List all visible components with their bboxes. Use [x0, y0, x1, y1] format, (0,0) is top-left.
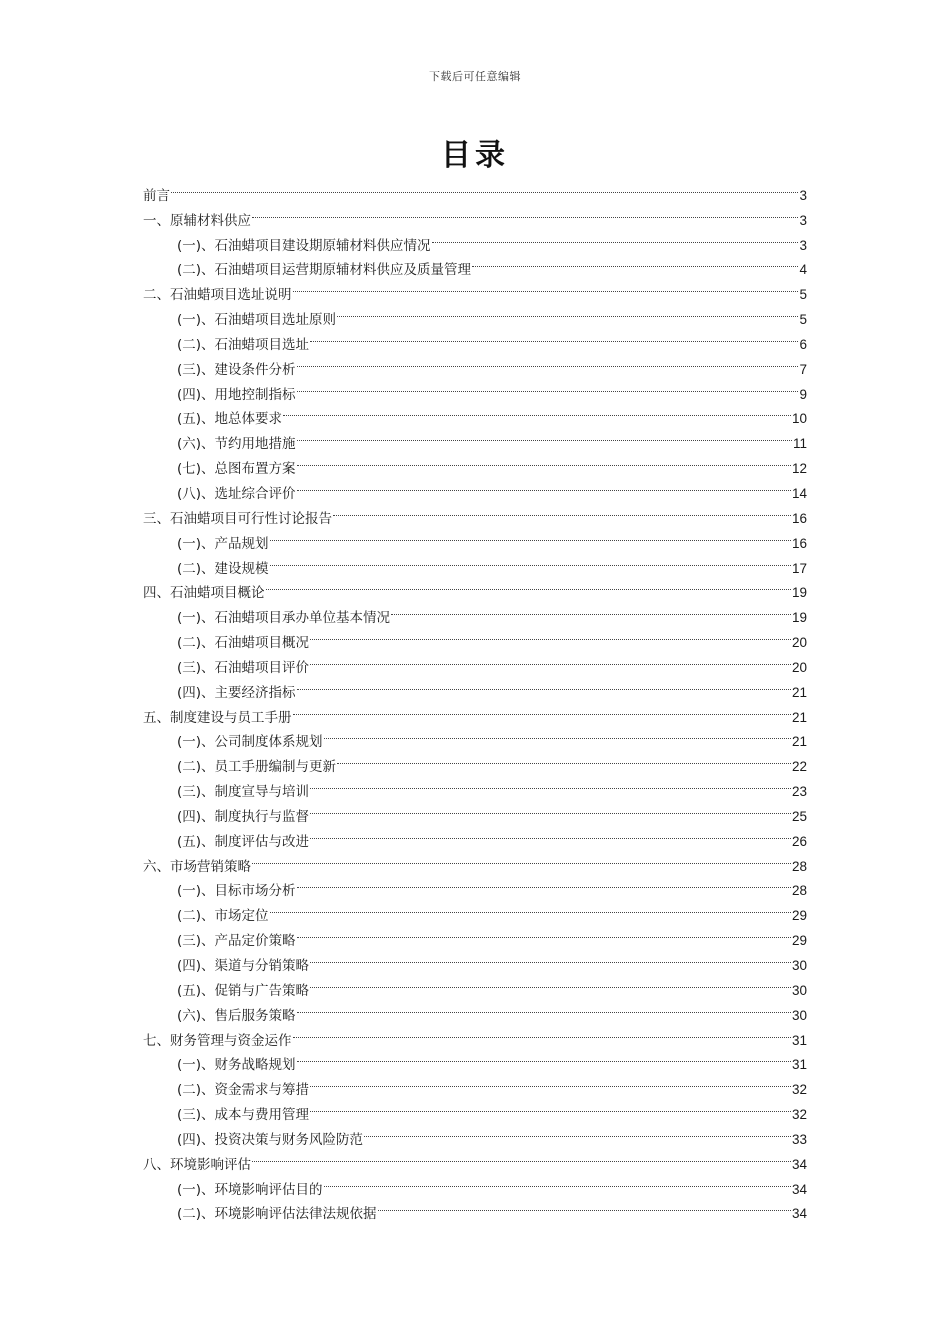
- toc-dot-leader: [297, 995, 791, 1020]
- toc-entry-label: (七)、总图布置方案: [177, 461, 296, 478]
- toc-entry-page-number: 17: [791, 560, 807, 576]
- toc-entry-label: (一)、产品规划: [177, 535, 269, 552]
- toc-dot-leader: [297, 423, 792, 448]
- toc-entry-page-number: 32: [791, 1082, 807, 1098]
- toc-entry-label: (四)、投资决策与财务风险防范: [177, 1131, 364, 1148]
- toc-entry-page-number: 32: [791, 1107, 807, 1123]
- toc-entry-page-number: 7: [799, 361, 807, 377]
- toc-entry-page-number: 34: [791, 1156, 807, 1172]
- toc-entry-label: 一、原辅材料供应: [143, 212, 251, 229]
- toc-entry-label: (三)、建设条件分析: [177, 361, 296, 378]
- toc-entry-page-number: 26: [791, 833, 807, 849]
- toc-entry-page-number: 20: [791, 635, 807, 651]
- toc-entry-label: (四)、用地控制指标: [177, 386, 296, 403]
- toc-entry-label: (二)、市场定位: [177, 908, 269, 925]
- toc-dot-leader: [391, 597, 791, 622]
- toc-entry-label: 四、石油蜡项目概论: [143, 585, 265, 602]
- toc-dot-leader: [310, 1069, 791, 1094]
- toc-entry-page-number: 19: [791, 610, 807, 626]
- toc-dot-leader: [270, 548, 791, 573]
- toc-dot-leader: [310, 324, 798, 349]
- toc-entry-page-number: 21: [791, 684, 807, 700]
- toc-entry-label: (二)、石油蜡项目选址: [177, 336, 310, 353]
- toc-entry-label: (四)、制度执行与监督: [177, 808, 310, 825]
- toc-entry-label: (四)、主要经济指标: [177, 684, 296, 701]
- toc-dot-leader: [472, 250, 798, 275]
- toc-dot-leader: [252, 846, 791, 871]
- header-note: 下载后可任意编辑: [429, 70, 521, 83]
- toc-dot-leader: [297, 1045, 791, 1070]
- toc-dot-leader: [324, 1169, 791, 1194]
- toc-entry-page-number: 30: [791, 1007, 807, 1023]
- toc-dot-leader: [337, 746, 791, 771]
- toc-entry-label: (三)、产品定价策略: [177, 933, 296, 950]
- toc-entry-label: 七、财务管理与资金运作: [143, 1032, 292, 1049]
- toc-entry-label: (四)、渠道与分销策略: [177, 958, 310, 974]
- toc-entry-page-number: 6: [799, 336, 807, 352]
- toc-dot-leader: [293, 274, 799, 299]
- toc-entry-label: (八)、选址综合评价: [177, 485, 296, 502]
- toc-entry-label: (二)、石油蜡项目概况: [177, 635, 310, 652]
- toc-dot-leader: [252, 200, 798, 225]
- toc-dot-leader: [293, 697, 791, 722]
- toc-dot-leader: [337, 299, 798, 324]
- toc-entry-label: (五)、制度评估与改进: [177, 833, 310, 850]
- toc-entry-page-number: 28: [791, 883, 807, 899]
- toc-entry-page-number: 5: [799, 312, 807, 328]
- toc-entry-page-number: 20: [791, 659, 807, 675]
- toc-dot-leader: [378, 1194, 791, 1219]
- toc-entry-label: (三)、制度宣导与培训: [177, 784, 310, 801]
- toc-dot-leader: [432, 225, 799, 250]
- toc-entry[interactable]: [143, 175, 807, 204]
- toc-dot-leader: [324, 722, 791, 747]
- toc-entry-page-number: 3: [799, 237, 807, 253]
- toc-entry-label: 二、石油蜡项目选址说明: [143, 287, 292, 304]
- toc-dot-leader: [293, 1020, 791, 1045]
- toc-dot-leader: [364, 1119, 791, 1144]
- toc-entry-page-number: 16: [791, 535, 807, 551]
- toc-entry-page-number: 22: [791, 759, 807, 775]
- toc-entry-label: 五、制度建设与员工手册: [143, 709, 292, 726]
- toc-entry-label: (二)、环境影响评估法律法规依据: [177, 1206, 377, 1223]
- table-of-contents: [143, 175, 807, 1223]
- toc-entry-page-number: 33: [791, 1131, 807, 1147]
- toc-entry-page-number: 19: [791, 585, 807, 601]
- toc-dot-leader: [310, 1094, 791, 1119]
- toc-entry-label: 三、石油蜡项目可行性讨论报告: [143, 510, 332, 527]
- toc-entry-page-number: 5: [799, 287, 807, 303]
- toc-entry-label: (一)、环境影响评估目的: [177, 1181, 323, 1198]
- toc-entry-page-number: 21: [791, 734, 807, 750]
- toc-entry-label: (一)、石油蜡项目承办单位基本情况: [177, 610, 391, 627]
- toc-dot-leader: [171, 175, 798, 200]
- toc-entry-label: (三)、成本与费用管理: [177, 1107, 310, 1124]
- toc-entry-page-number: 21: [791, 709, 807, 725]
- toc-entry-page-number: 4: [799, 262, 807, 278]
- toc-entry-label: (二)、员工手册编制与更新: [177, 759, 337, 776]
- toc-entry-label: (五)、促销与广告策略: [177, 982, 310, 999]
- toc-dot-leader: [297, 473, 791, 498]
- toc-entry-page-number: 30: [791, 982, 807, 998]
- toc-dot-leader: [310, 771, 791, 796]
- toc-entry-page-number: 14: [791, 485, 807, 501]
- toc-dot-leader: [266, 573, 791, 598]
- toc-entry-page-number: 23: [791, 784, 807, 800]
- toc-dot-leader: [270, 523, 791, 548]
- toc-entry-label: (一)、公司制度体系规划: [177, 734, 323, 751]
- toc-entry-page-number: 29: [791, 908, 807, 924]
- page-title: 目录: [441, 138, 509, 173]
- toc-entry-label: (二)、石油蜡项目运营期原辅材料供应及质量管理: [177, 262, 472, 279]
- toc-dot-leader: [310, 945, 791, 970]
- toc-dot-leader: [270, 895, 791, 920]
- toc-entry-page-number: 11: [792, 436, 807, 452]
- toc-dot-leader: [310, 647, 791, 672]
- toc-dot-leader: [283, 399, 791, 424]
- toc-entry[interactable]: [143, 200, 807, 229]
- toc-entry-label: 八、环境影响评估: [143, 1156, 251, 1173]
- toc-entry-page-number: 29: [791, 933, 807, 949]
- toc-entry-label: (六)、售后服务策略: [177, 1007, 296, 1024]
- toc-entry-page-number: 12: [791, 461, 807, 477]
- toc-entry-label: (一)、财务战略规划: [177, 1057, 296, 1074]
- toc-entry-page-number: 31: [791, 1032, 807, 1048]
- toc-entry-label: (五)、地总体要求: [177, 411, 283, 428]
- toc-entry-label: 前言: [143, 187, 170, 204]
- toc-dot-leader: [297, 374, 799, 399]
- toc-dot-leader: [333, 498, 791, 523]
- toc-entry-page-number: 34: [791, 1206, 807, 1222]
- toc-entry-label: (一)、目标市场分析: [177, 883, 296, 900]
- toc-entry-page-number: 31: [791, 1057, 807, 1073]
- toc-entry-page-number: 3: [799, 187, 807, 203]
- toc-entry-label: (六)、节约用地措施: [177, 436, 296, 453]
- toc-dot-leader: [297, 672, 791, 697]
- toc-entry-label: (一)、石油蜡项目建设期原辅材料供应情况: [177, 237, 431, 254]
- toc-entry-page-number: 3: [799, 212, 807, 228]
- toc-dot-leader: [310, 821, 791, 846]
- toc-dot-leader: [310, 796, 791, 821]
- toc-entry-page-number: 9: [799, 386, 807, 402]
- toc-entry-page-number: 28: [791, 858, 807, 874]
- toc-entry-page-number: 25: [791, 808, 807, 824]
- toc-entry-label: (三)、石油蜡项目评价: [177, 659, 310, 676]
- toc-entry-label: (一)、石油蜡项目选址原则: [177, 312, 337, 329]
- toc-dot-leader: [310, 970, 791, 995]
- toc-entry-label: 六、市场营销策略: [143, 858, 251, 875]
- toc-entry-page-number: 34: [791, 1181, 807, 1197]
- toc-dot-leader: [297, 920, 791, 945]
- toc-entry-label: (二)、资金需求与筹措: [177, 1082, 310, 1099]
- toc-dot-leader: [297, 871, 791, 896]
- toc-dot-leader: [297, 349, 799, 374]
- toc-entry-label: (二)、建设规模: [177, 560, 269, 577]
- toc-dot-leader: [297, 448, 791, 473]
- toc-dot-leader: [310, 622, 791, 647]
- toc-entry-page-number: 30: [791, 958, 807, 973]
- toc-entry-page-number: 10: [791, 411, 807, 427]
- toc-entry-page-number: 16: [791, 510, 807, 526]
- toc-dot-leader: [252, 1144, 791, 1169]
